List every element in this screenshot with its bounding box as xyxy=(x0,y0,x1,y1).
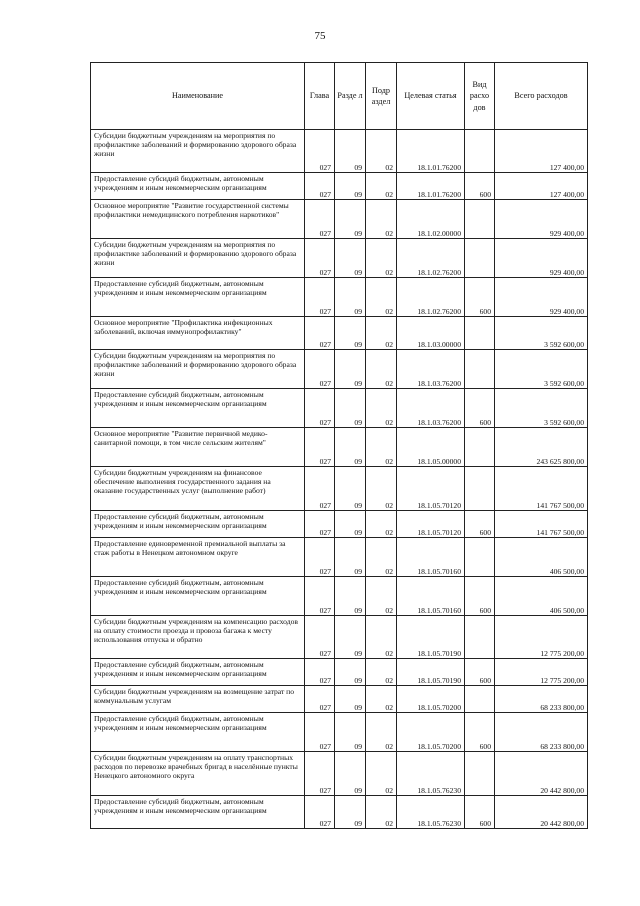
cell-type xyxy=(465,239,495,278)
table-row xyxy=(91,389,588,428)
cell-chapter: 027 xyxy=(305,686,335,713)
cell-total: 68 233 800,00 xyxy=(495,713,588,752)
cell-subsection: 02 xyxy=(366,616,397,659)
table-row xyxy=(91,686,588,713)
cell-section: 09 xyxy=(335,278,366,317)
cell-section: 09 xyxy=(335,239,366,278)
cell-target: 18.1.05.76230 xyxy=(397,752,465,796)
cell-name: Субсидии бюджетным учреждениям на компенсацию расходов на оплату стоимости проезда и провоза багажа к месту использования отпуска и обратно xyxy=(91,616,305,659)
cell-section: 09 xyxy=(335,173,366,200)
cell-total: 929 400,00 xyxy=(495,239,588,278)
cell-type xyxy=(465,350,495,389)
cell-target: 18.1.05.76230 xyxy=(397,796,465,829)
cell-subsection: 02 xyxy=(366,239,397,278)
cell-target: 18.1.02.76200 xyxy=(397,278,465,317)
cell-name: Предоставление субсидий бюджетным, автономным учреждениям и иным некоммерческим организациям xyxy=(91,511,305,538)
page-number: 75 xyxy=(314,30,326,42)
header-chapter: Глава xyxy=(305,63,335,130)
header-total: Всего расходов xyxy=(495,63,588,130)
cell-section: 09 xyxy=(335,577,366,616)
cell-target: 18.1.05.70190 xyxy=(397,659,465,686)
cell-chapter: 027 xyxy=(305,577,335,616)
cell-section: 09 xyxy=(335,389,366,428)
cell-section: 09 xyxy=(335,616,366,659)
cell-type: 600 xyxy=(465,173,495,200)
cell-name: Предоставление субсидий бюджетным, автономным учреждениям и иным некоммерческим организациям xyxy=(91,389,305,428)
cell-type: 600 xyxy=(465,713,495,752)
cell-section: 09 xyxy=(335,796,366,829)
cell-chapter: 027 xyxy=(305,278,335,317)
table-row xyxy=(91,317,588,350)
table-row xyxy=(91,200,588,239)
cell-chapter: 027 xyxy=(305,796,335,829)
cell-subsection: 02 xyxy=(366,796,397,829)
table-row xyxy=(91,752,588,796)
cell-chapter: 027 xyxy=(305,752,335,796)
cell-subsection: 02 xyxy=(366,511,397,538)
header-name: Наименование xyxy=(91,63,305,130)
cell-name: Субсидии бюджетным учреждениям на мероприятия по профилактике заболеваний и формированию здорового образа жизни xyxy=(91,239,305,278)
cell-chapter: 027 xyxy=(305,317,335,350)
cell-target: 18.1.05.70200 xyxy=(397,713,465,752)
cell-type xyxy=(465,467,495,511)
cell-total: 12 775 200,00 xyxy=(495,616,588,659)
cell-subsection: 02 xyxy=(366,467,397,511)
cell-name: Предоставление субсидий бюджетным, автономным учреждениям и иным некоммерческим организациям xyxy=(91,278,305,317)
cell-type xyxy=(465,616,495,659)
cell-section: 09 xyxy=(335,538,366,577)
table-row xyxy=(91,278,588,317)
cell-target: 18.1.05.00000 xyxy=(397,428,465,467)
cell-type xyxy=(465,428,495,467)
cell-chapter: 027 xyxy=(305,538,335,577)
cell-target: 18.1.03.00000 xyxy=(397,317,465,350)
cell-type: 600 xyxy=(465,511,495,538)
cell-subsection: 02 xyxy=(366,686,397,713)
cell-total: 243 625 800,00 xyxy=(495,428,588,467)
cell-section: 09 xyxy=(335,511,366,538)
table-row xyxy=(91,538,588,577)
cell-section: 09 xyxy=(335,130,366,173)
cell-section: 09 xyxy=(335,350,366,389)
table-row xyxy=(91,467,588,511)
cell-name: Предоставление субсидий бюджетным, автономным учреждениям и иным некоммерческим организациям xyxy=(91,577,305,616)
cell-total: 929 400,00 xyxy=(495,278,588,317)
cell-name: Предоставление субсидий бюджетным, автономным учреждениям и иным некоммерческим организациям xyxy=(91,659,305,686)
table-body xyxy=(91,130,588,829)
cell-chapter: 027 xyxy=(305,389,335,428)
cell-type: 600 xyxy=(465,796,495,829)
cell-total: 127 400,00 xyxy=(495,173,588,200)
cell-chapter: 027 xyxy=(305,511,335,538)
cell-chapter: 027 xyxy=(305,350,335,389)
cell-name: Основное мероприятие "Развитие первичной медико-санитарной помощи, в том числе сельским жителям" xyxy=(91,428,305,467)
table-row xyxy=(91,511,588,538)
cell-chapter: 027 xyxy=(305,659,335,686)
cell-total: 68 233 800,00 xyxy=(495,686,588,713)
cell-type xyxy=(465,686,495,713)
cell-target: 18.1.05.70190 xyxy=(397,616,465,659)
cell-subsection: 02 xyxy=(366,389,397,428)
cell-target: 18.1.03.76200 xyxy=(397,389,465,428)
cell-total: 127 400,00 xyxy=(495,130,588,173)
cell-total: 929 400,00 xyxy=(495,200,588,239)
cell-chapter: 027 xyxy=(305,200,335,239)
cell-target: 18.1.05.70120 xyxy=(397,467,465,511)
table-row xyxy=(91,173,588,200)
header-subsection: Подр аздел xyxy=(366,63,397,130)
table-row xyxy=(91,428,588,467)
cell-total: 141 767 500,00 xyxy=(495,467,588,511)
cell-section: 09 xyxy=(335,686,366,713)
table-row xyxy=(91,350,588,389)
cell-name: Предоставление субсидий бюджетным, автономным учреждениям и иным некоммерческим организациям xyxy=(91,796,305,829)
cell-subsection: 02 xyxy=(366,577,397,616)
cell-total: 20 442 800,00 xyxy=(495,796,588,829)
cell-chapter: 027 xyxy=(305,130,335,173)
table-row xyxy=(91,796,588,829)
cell-target: 18.1.02.76200 xyxy=(397,239,465,278)
table-row xyxy=(91,577,588,616)
cell-total: 3 592 600,00 xyxy=(495,389,588,428)
cell-section: 09 xyxy=(335,467,366,511)
cell-section: 09 xyxy=(335,752,366,796)
cell-total: 3 592 600,00 xyxy=(495,317,588,350)
cell-subsection: 02 xyxy=(366,130,397,173)
cell-subsection: 02 xyxy=(366,278,397,317)
cell-section: 09 xyxy=(335,659,366,686)
cell-name: Субсидии бюджетным учреждениям на мероприятия по профилактике заболеваний и формированию здорового образа жизни xyxy=(91,130,305,173)
cell-name: Основное мероприятие "Развитие государственной системы профилактики немедицинского потребления наркотиков" xyxy=(91,200,305,239)
cell-target: 18.1.02.00000 xyxy=(397,200,465,239)
budget-table xyxy=(90,62,588,829)
cell-type xyxy=(465,317,495,350)
cell-total: 406 500,00 xyxy=(495,577,588,616)
cell-section: 09 xyxy=(335,200,366,239)
cell-name: Предоставление субсидий бюджетным, автономным учреждениям и иным некоммерческим организациям xyxy=(91,173,305,200)
header-type: Вид расхо дов xyxy=(465,63,495,130)
cell-chapter: 027 xyxy=(305,467,335,511)
cell-subsection: 02 xyxy=(366,428,397,467)
cell-chapter: 027 xyxy=(305,616,335,659)
table-row xyxy=(91,239,588,278)
cell-subsection: 02 xyxy=(366,173,397,200)
cell-name: Предоставление субсидий бюджетным, автономным учреждениям и иным некоммерческим организациям xyxy=(91,713,305,752)
cell-target: 18.1.01.76200 xyxy=(397,130,465,173)
cell-type xyxy=(465,538,495,577)
cell-subsection: 02 xyxy=(366,350,397,389)
table-row xyxy=(91,616,588,659)
cell-type xyxy=(465,130,495,173)
cell-subsection: 02 xyxy=(366,752,397,796)
cell-total: 141 767 500,00 xyxy=(495,511,588,538)
cell-name: Предоставление единовременной премиальной выплаты за стаж работы в Ненецком автономном округе xyxy=(91,538,305,577)
cell-chapter: 027 xyxy=(305,713,335,752)
cell-subsection: 02 xyxy=(366,538,397,577)
cell-name: Субсидии бюджетным учреждениям на финансовое обеспечение выполнения государственного задания на оказание государственных услуг (выполнение работ) xyxy=(91,467,305,511)
cell-type: 600 xyxy=(465,659,495,686)
cell-subsection: 02 xyxy=(366,200,397,239)
table-row xyxy=(91,130,588,173)
cell-total: 12 775 200,00 xyxy=(495,659,588,686)
cell-type: 600 xyxy=(465,577,495,616)
cell-name: Основное мероприятие "Профилактика инфекционных заболеваний, включая иммунопрофилактику" xyxy=(91,317,305,350)
cell-total: 3 592 600,00 xyxy=(495,350,588,389)
cell-name: Субсидии бюджетным учреждениям на возмещение затрат по коммунальным услугам xyxy=(91,686,305,713)
cell-chapter: 027 xyxy=(305,173,335,200)
cell-target: 18.1.01.76200 xyxy=(397,173,465,200)
cell-target: 18.1.03.76200 xyxy=(397,350,465,389)
cell-name: Субсидии бюджетным учреждениям на оплату транспортных расходов по перевозке врачебных бригад в населённые пункты Ненецкого автономного округа xyxy=(91,752,305,796)
table-row xyxy=(91,659,588,686)
cell-target: 18.1.05.70200 xyxy=(397,686,465,713)
header-section: Разде л xyxy=(335,63,366,130)
cell-target: 18.1.05.70160 xyxy=(397,577,465,616)
cell-target: 18.1.05.70120 xyxy=(397,511,465,538)
cell-subsection: 02 xyxy=(366,713,397,752)
cell-type xyxy=(465,752,495,796)
cell-chapter: 027 xyxy=(305,239,335,278)
table-row xyxy=(91,713,588,752)
cell-total: 406 500,00 xyxy=(495,538,588,577)
cell-type: 600 xyxy=(465,278,495,317)
cell-total: 20 442 800,00 xyxy=(495,752,588,796)
cell-name: Субсидии бюджетным учреждениям на мероприятия по профилактике заболеваний и формированию здорового образа жизни xyxy=(91,350,305,389)
cell-section: 09 xyxy=(335,428,366,467)
cell-subsection: 02 xyxy=(366,659,397,686)
header-target: Целевая статья xyxy=(397,63,465,130)
cell-type: 600 xyxy=(465,389,495,428)
cell-chapter: 027 xyxy=(305,428,335,467)
cell-target: 18.1.05.70160 xyxy=(397,538,465,577)
cell-section: 09 xyxy=(335,713,366,752)
cell-type xyxy=(465,200,495,239)
table-header-row xyxy=(91,63,588,130)
cell-section: 09 xyxy=(335,317,366,350)
cell-subsection: 02 xyxy=(366,317,397,350)
